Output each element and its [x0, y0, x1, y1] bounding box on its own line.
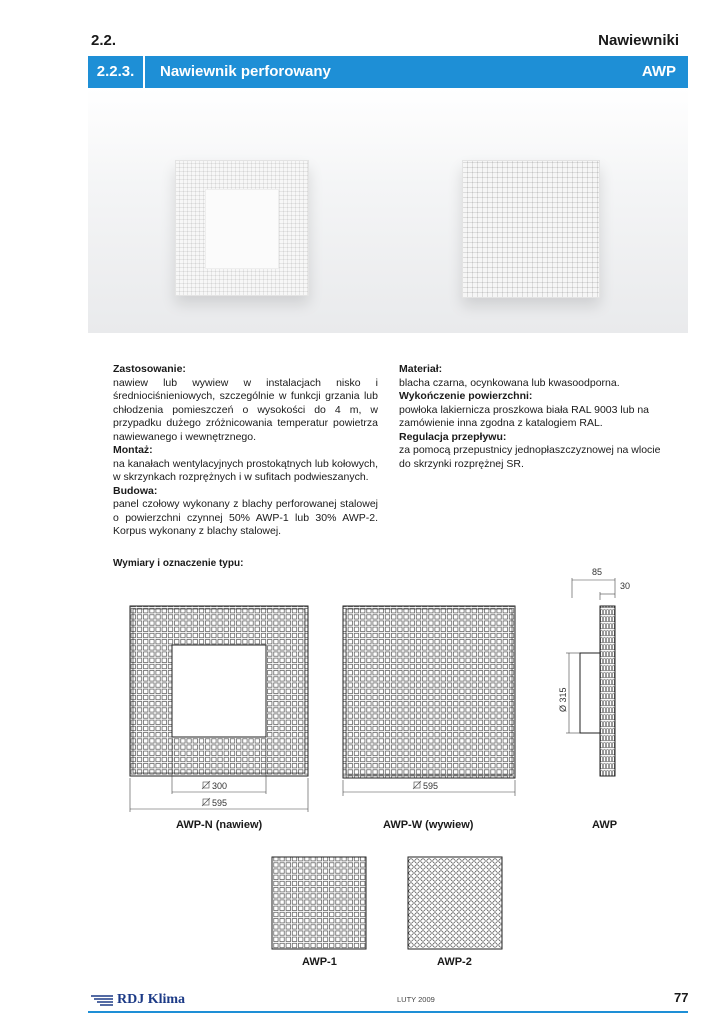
dim-diameter-315: Ø 315: [558, 687, 568, 712]
caption-awp-w: AWP-W (wywiew): [383, 819, 474, 831]
page-number: 77: [674, 990, 689, 1005]
heading-zastosowanie: Zastosowanie:: [113, 363, 186, 375]
rdj-klima-logo-icon: [91, 994, 115, 1006]
section-title: Nawiewniki: [598, 32, 679, 49]
product-code: AWP: [641, 63, 676, 80]
footer-brand: [91, 992, 185, 1008]
footer-rule: [88, 1011, 688, 1013]
square-dimension-icon: [202, 798, 210, 806]
caption-awp-side: AWP: [592, 819, 618, 831]
dim-outer-595-w: 595: [423, 781, 439, 791]
text-material: blacha czarna, ocynkowana lub kwasoodporna.: [399, 376, 620, 389]
heading-budowa: Budowa:: [113, 484, 158, 497]
heading-montaz: Montaż:: [113, 444, 153, 456]
section-number: 2.2.: [91, 32, 117, 49]
dim-offset-30: 30: [620, 581, 631, 591]
text-wykonczenie: powłoka lakiernicza proszkowa biała RAL 9003 lub na zamówienie inna zgodna z katalogiem RAL.: [399, 403, 650, 429]
dim-depth-85: 85: [592, 567, 603, 577]
text-zastosowanie: nawiew lub wywiew w instalacjach nisko i średniociśnieniowych, szczególnie w funkcji grzania lub chłodzenia pomieszczeń o wysokości do 4 m, w przypadku dużego zróżnicowania temperatur powietrza nawiewanego i wewnętrznego.: [113, 376, 378, 443]
caption-awp-2: AWP-2: [437, 956, 472, 968]
heading-wykonczenie: Wykończenie powierzchni:: [399, 390, 533, 402]
drawing-awp-side: [558, 567, 630, 776]
drawing-awp-1: [272, 857, 366, 949]
product-title: Nawiewnik perforowany: [160, 63, 331, 80]
heading-regulacja: Regulacja przepływu:: [399, 430, 507, 443]
dim-inner-300: 300: [212, 781, 228, 791]
text-regulacja: za pomocą przepustnicy jednopłaszczyznowej na wlocie do skrzynki rozprężnej SR.: [399, 444, 661, 470]
brand-name: RDJ Klima: [117, 992, 186, 1007]
text-montaz: na kanałach wentylacyjnych prostokątnych lub kołowych, w skrzynkach rozprężnych i w sufitach podwieszanych.: [113, 457, 378, 483]
heading-material: Materiał:: [399, 363, 443, 375]
drawing-awp-w: [343, 606, 515, 796]
dimensions-label: Wymiary i oznaczenie typu:: [113, 558, 244, 569]
text-budowa: panel czołowy wykonany z blachy perforowanej stalowej o powierzchni czynnej 50% AWP-1 lub 30% AWP-2. Korpus wykonany z blachy stalowej.: [113, 498, 378, 537]
dim-outer-595-n: 595: [212, 798, 228, 808]
square-dimension-icon: [413, 781, 421, 789]
drawing-awp-2: [408, 857, 502, 949]
subsection-number: 2.2.3.: [88, 56, 145, 88]
caption-awp-n: AWP-N (nawiew): [176, 819, 263, 831]
caption-awp-1: AWP-1: [302, 956, 337, 968]
footer-date: LUTY 2009: [397, 995, 435, 1004]
square-dimension-icon: [202, 781, 210, 789]
drawing-awp-n: [130, 606, 308, 812]
